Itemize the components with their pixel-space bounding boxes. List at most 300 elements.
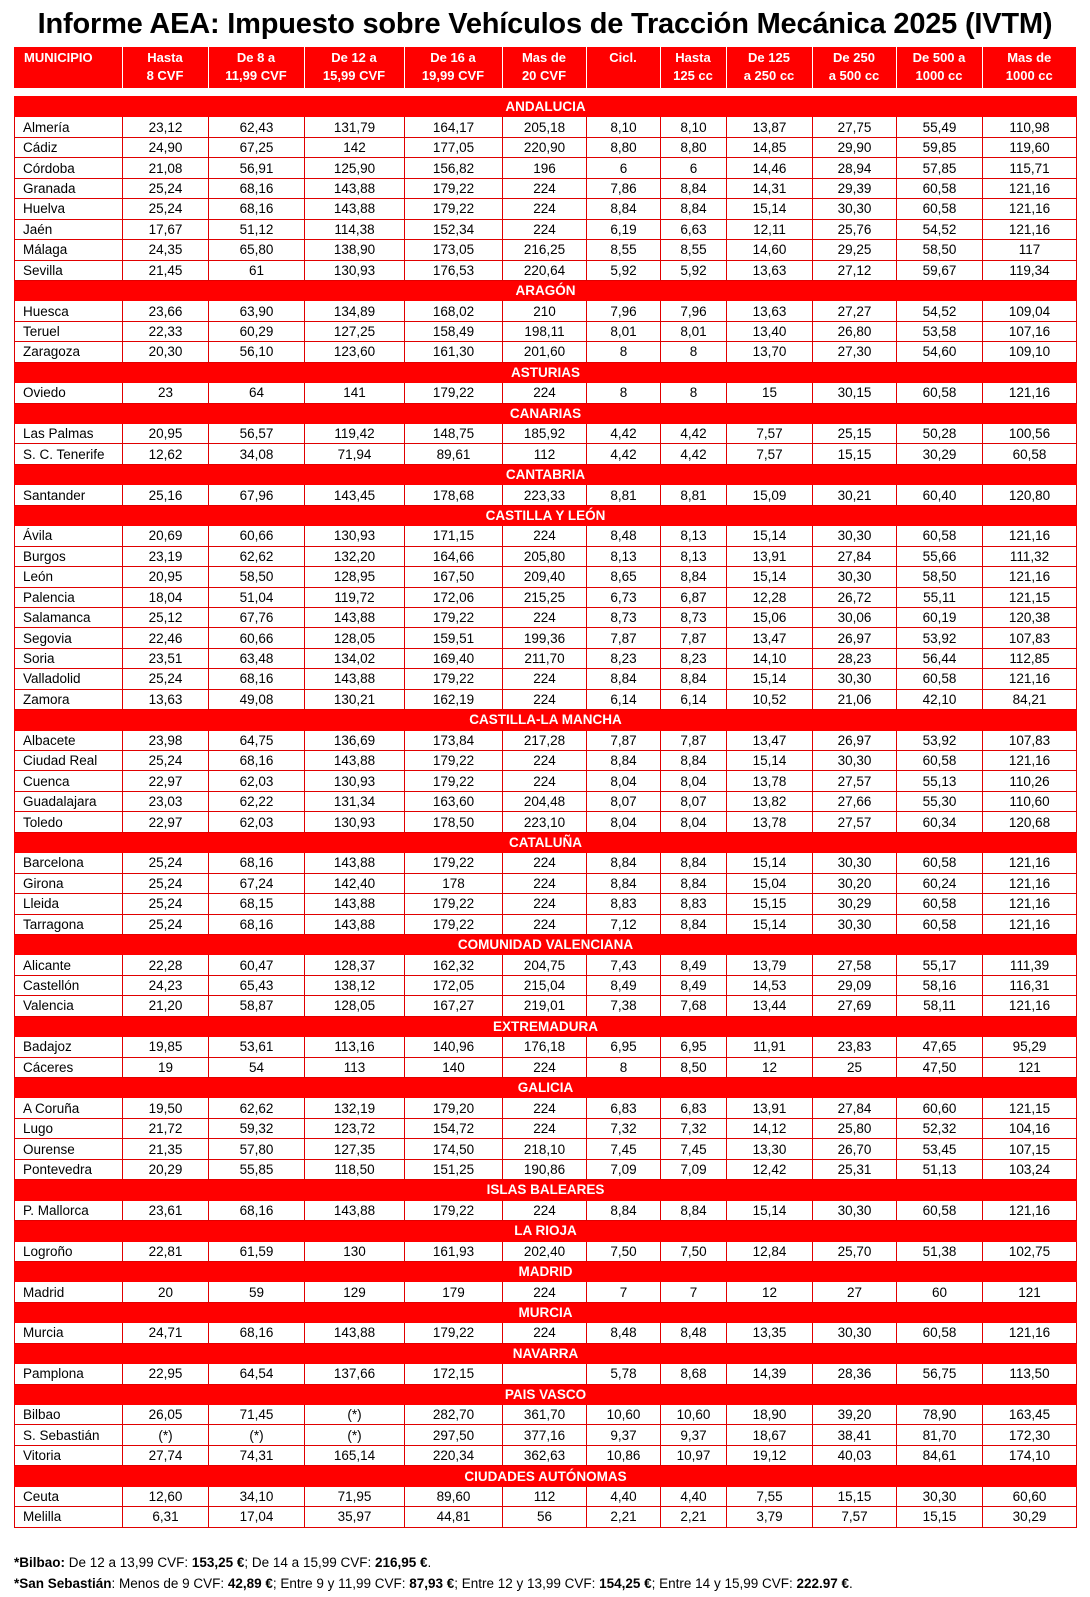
- tax-value-cell: 62,43: [209, 117, 305, 137]
- tax-value-cell: 15,14: [727, 669, 813, 689]
- tax-value-cell: 164,17: [405, 117, 503, 137]
- tax-value-cell: 224: [503, 1200, 587, 1220]
- tax-value-cell: 89,60: [405, 1486, 503, 1506]
- municipality-cell: Alicante: [15, 955, 123, 975]
- tax-value-cell: 8: [587, 1057, 661, 1077]
- tax-value-cell: 179: [405, 1282, 503, 1302]
- region-name: CATALUÑA: [15, 832, 1077, 852]
- tax-value-cell: 60,60: [983, 1486, 1077, 1506]
- tax-value-cell: 10,52: [727, 689, 813, 709]
- table-row: [15, 975, 1077, 995]
- tax-value-cell: 13,30: [727, 1139, 813, 1159]
- tax-value-cell: 23,66: [123, 301, 209, 321]
- tax-value-cell: 130: [305, 1241, 405, 1261]
- tax-value-cell: 12,84: [727, 1241, 813, 1261]
- tax-value-cell: 8,83: [587, 894, 661, 914]
- tax-value-cell: 113,16: [305, 1037, 405, 1057]
- tax-value-cell: 8,04: [587, 812, 661, 832]
- municipality-cell: Palencia: [15, 587, 123, 607]
- table-row: [15, 955, 1077, 975]
- column-header-cell: [14, 47, 122, 88]
- municipality-cell: Logroño: [15, 1241, 123, 1261]
- tax-table: [14, 96, 1077, 1528]
- table-row: [15, 873, 1077, 893]
- tax-value-cell: 25,24: [123, 914, 209, 934]
- tax-value-cell: 50,28: [897, 424, 983, 444]
- region-row: [15, 1384, 1077, 1404]
- tax-value-cell: 130,93: [305, 526, 405, 546]
- tax-table-body: [15, 97, 1077, 1528]
- tax-value-cell: 109,10: [983, 342, 1077, 362]
- tax-value-cell: 114,38: [305, 219, 405, 239]
- tax-value-cell: 112: [503, 444, 587, 464]
- tax-value-cell: 111,39: [983, 955, 1077, 975]
- table-row: [15, 342, 1077, 362]
- tax-value-cell: 81,70: [897, 1425, 983, 1445]
- tax-value-cell: 113: [305, 1057, 405, 1077]
- tax-value-cell: 18,67: [727, 1425, 813, 1445]
- tax-value-cell: 120,68: [983, 812, 1077, 832]
- municipality-cell: A Coruña: [15, 1098, 123, 1118]
- tax-value-cell: 21,35: [123, 1139, 209, 1159]
- column-header-line: 8 CVF: [146, 68, 184, 83]
- column-header-cell: [812, 47, 896, 88]
- tax-value-cell: 22,95: [123, 1364, 209, 1384]
- tax-value-cell: 8,84: [587, 1200, 661, 1220]
- tax-value-cell: 19,50: [123, 1098, 209, 1118]
- region-row: [15, 280, 1077, 300]
- tax-value-cell: 179,22: [405, 669, 503, 689]
- municipality-cell: Zamora: [15, 689, 123, 709]
- tax-value-cell: 65,43: [209, 975, 305, 995]
- table-row: [15, 771, 1077, 791]
- tax-value-cell: 138,90: [305, 240, 405, 260]
- tax-value-cell: 223,10: [503, 812, 587, 832]
- tax-value-cell: 34,08: [209, 444, 305, 464]
- tax-value-cell: 17,67: [123, 219, 209, 239]
- tax-value-cell: 30,30: [813, 853, 897, 873]
- tax-value-cell: 224: [503, 853, 587, 873]
- tax-value-cell: 25,70: [813, 1241, 897, 1261]
- tax-value-cell: 199,36: [503, 628, 587, 648]
- tax-value-cell: 7,57: [813, 1507, 897, 1527]
- table-row: [15, 1118, 1077, 1138]
- tax-value-cell: 174,10: [983, 1445, 1077, 1465]
- municipality-cell: Cádiz: [15, 137, 123, 157]
- tax-value-cell: 224: [503, 178, 587, 198]
- tax-value-cell: 143,45: [305, 485, 405, 505]
- tax-value-cell: 297,50: [405, 1425, 503, 1445]
- tax-value-cell: 54,52: [897, 219, 983, 239]
- tax-value-cell: 129: [305, 1282, 405, 1302]
- tax-value-cell: 8,49: [661, 975, 727, 995]
- tax-value-cell: 113,50: [983, 1364, 1077, 1384]
- tax-value-cell: 130,93: [305, 812, 405, 832]
- tax-value-cell: 119,34: [983, 260, 1077, 280]
- tax-value-cell: 62,03: [209, 812, 305, 832]
- tax-value-cell: 128,37: [305, 955, 405, 975]
- tax-value-cell: 54,60: [897, 342, 983, 362]
- tax-value-cell: 128,95: [305, 567, 405, 587]
- tax-value-cell: 30,29: [813, 894, 897, 914]
- tax-value-cell: 202,40: [503, 1241, 587, 1261]
- tax-value-cell: 121,16: [983, 853, 1077, 873]
- tax-value-cell: 15,15: [813, 444, 897, 464]
- municipality-cell: León: [15, 567, 123, 587]
- tax-value-cell: 25: [813, 1057, 897, 1077]
- tax-value-cell: 119,42: [305, 424, 405, 444]
- tax-value-cell: 20,95: [123, 567, 209, 587]
- tax-value-cell: 121,16: [983, 1323, 1077, 1343]
- tax-value-cell: 6,14: [661, 689, 727, 709]
- tax-value-cell: 179,22: [405, 894, 503, 914]
- tax-value-cell: 176,18: [503, 1037, 587, 1057]
- column-header-line: 1000 cc: [915, 68, 963, 83]
- column-header-cell: [982, 47, 1076, 88]
- tax-value-cell: 57,85: [897, 158, 983, 178]
- tax-value-cell: 23,98: [123, 730, 209, 750]
- tax-value-cell: 71,94: [305, 444, 405, 464]
- tax-value-cell: 25,24: [123, 178, 209, 198]
- municipality-cell: Pamplona: [15, 1364, 123, 1384]
- tax-value-cell: 216,25: [503, 240, 587, 260]
- tax-value-cell: 15,14: [727, 526, 813, 546]
- tax-value-cell: 59,85: [897, 137, 983, 157]
- tax-value-cell: 54: [209, 1057, 305, 1077]
- tax-value-cell: 13,78: [727, 812, 813, 832]
- tax-value-cell: 15,15: [897, 1507, 983, 1527]
- tax-value-cell: 8,83: [661, 894, 727, 914]
- tax-value-cell: 143,88: [305, 1323, 405, 1343]
- tax-value-cell: 8: [661, 342, 727, 362]
- tax-value-cell: 59,67: [897, 260, 983, 280]
- tax-value-cell: 60,58: [897, 853, 983, 873]
- tax-value-cell: (*): [305, 1405, 405, 1425]
- tax-value-cell: 6,63: [661, 219, 727, 239]
- tax-value-cell: 51,12: [209, 219, 305, 239]
- municipality-cell: Burgos: [15, 546, 123, 566]
- table-row: [15, 587, 1077, 607]
- tax-value-cell: 131,34: [305, 791, 405, 811]
- table-row: [15, 567, 1077, 587]
- column-header-line: De 500 a: [912, 50, 966, 65]
- tax-value-cell: 12: [727, 1057, 813, 1077]
- tax-value-cell: 60,47: [209, 955, 305, 975]
- tax-value-cell: 179,22: [405, 178, 503, 198]
- tax-value-cell: 132,19: [305, 1098, 405, 1118]
- tax-value-cell: 68,16: [209, 751, 305, 771]
- tax-value-cell: 60,24: [897, 873, 983, 893]
- tax-value-cell: 7,45: [661, 1139, 727, 1159]
- region-row: [15, 505, 1077, 525]
- tax-value-cell: 27,58: [813, 955, 897, 975]
- tax-value-cell: 171,15: [405, 526, 503, 546]
- tax-value-cell: 60,34: [897, 812, 983, 832]
- tax-value-cell: 15,14: [727, 751, 813, 771]
- tax-value-cell: 121,16: [983, 526, 1077, 546]
- tax-value-cell: 60,66: [209, 628, 305, 648]
- tax-value-cell: 4,40: [587, 1486, 661, 1506]
- tax-value-cell: 224: [503, 1323, 587, 1343]
- region-name: CASTILLA Y LEÓN: [15, 505, 1077, 525]
- tax-value-cell: 10,60: [661, 1405, 727, 1425]
- tax-value-cell: 219,01: [503, 996, 587, 1016]
- municipality-cell: Albacete: [15, 730, 123, 750]
- tax-value-cell: 121,15: [983, 587, 1077, 607]
- tax-value-cell: 178,50: [405, 812, 503, 832]
- tax-value-cell: 107,15: [983, 1139, 1077, 1159]
- column-header-line: 19,99 CVF: [421, 68, 485, 83]
- tax-value-cell: 47,65: [897, 1037, 983, 1057]
- tax-value-cell: 163,45: [983, 1405, 1077, 1425]
- tax-value-cell: 8,84: [661, 199, 727, 219]
- tax-value-cell: 123,60: [305, 342, 405, 362]
- tax-value-cell: 53,58: [897, 321, 983, 341]
- tax-value-cell: 63,48: [209, 648, 305, 668]
- tax-value-cell: 25,31: [813, 1159, 897, 1179]
- tax-value-cell: 220,34: [405, 1445, 503, 1465]
- tax-value-cell: 18,90: [727, 1405, 813, 1425]
- tax-value-cell: 13,47: [727, 730, 813, 750]
- table-row: [15, 1200, 1077, 1220]
- tax-value-cell: 143,88: [305, 894, 405, 914]
- tax-value-cell: 178: [405, 873, 503, 893]
- tax-value-cell: 173,84: [405, 730, 503, 750]
- tax-value-cell: 7,43: [587, 955, 661, 975]
- tax-value-cell: 7: [661, 1282, 727, 1302]
- column-header-cell: [660, 47, 726, 88]
- tax-value-cell: 27: [813, 1282, 897, 1302]
- tax-value-cell: 21,45: [123, 260, 209, 280]
- tax-value-cell: 5,92: [587, 260, 661, 280]
- tax-value-cell: 25,15: [813, 424, 897, 444]
- tax-value-cell: 62,62: [209, 1098, 305, 1118]
- tax-value-cell: 5,92: [661, 260, 727, 280]
- tax-value-cell: 172,30: [983, 1425, 1077, 1445]
- municipality-cell: Vitoria: [15, 1445, 123, 1465]
- tax-value-cell: 14,53: [727, 975, 813, 995]
- tax-value-cell: (*): [123, 1425, 209, 1445]
- tax-value-cell: 25,24: [123, 873, 209, 893]
- tax-value-cell: 59,32: [209, 1118, 305, 1138]
- tax-value-cell: 102,75: [983, 1241, 1077, 1261]
- tax-value-cell: 47,50: [897, 1057, 983, 1077]
- tax-value-cell: 220,64: [503, 260, 587, 280]
- tax-value-cell: 56,10: [209, 342, 305, 362]
- tax-value-cell: 61: [209, 260, 305, 280]
- tax-value-cell: 27,69: [813, 996, 897, 1016]
- tax-value-cell: 60,60: [897, 1098, 983, 1118]
- tax-value-cell: 8,13: [661, 526, 727, 546]
- tax-value-cell: 8,01: [587, 321, 661, 341]
- tax-value-cell: 14,12: [727, 1118, 813, 1138]
- tax-value-cell: 224: [503, 914, 587, 934]
- tax-value-cell: 7: [587, 1282, 661, 1302]
- municipality-cell: Pontevedra: [15, 1159, 123, 1179]
- tax-value-cell: 56,75: [897, 1364, 983, 1384]
- tax-value-cell: 7,09: [587, 1159, 661, 1179]
- table-row: [15, 628, 1077, 648]
- tax-value-cell: 179,22: [405, 1200, 503, 1220]
- tax-value-cell: 30,15: [813, 383, 897, 403]
- tax-value-cell: 361,70: [503, 1405, 587, 1425]
- tax-value-cell: 112: [503, 1486, 587, 1506]
- tax-value-cell: 174,50: [405, 1139, 503, 1159]
- tax-value-cell: 8,13: [587, 546, 661, 566]
- tax-value-cell: 68,16: [209, 199, 305, 219]
- column-header-line: De 16 a: [430, 50, 476, 65]
- tax-value-cell: 71,45: [209, 1405, 305, 1425]
- table-row: [15, 791, 1077, 811]
- tax-value-cell: 121,15: [983, 1098, 1077, 1118]
- tax-value-cell: 210: [503, 301, 587, 321]
- tax-value-cell: 205,18: [503, 117, 587, 137]
- column-header-line: 20 CVF: [521, 68, 567, 83]
- tax-value-cell: 58,87: [209, 996, 305, 1016]
- tax-value-cell: 28,36: [813, 1364, 897, 1384]
- table-row: [15, 1445, 1077, 1465]
- region-row: [15, 1261, 1077, 1281]
- region-row: [15, 1221, 1077, 1241]
- tax-value-cell: 7,87: [587, 628, 661, 648]
- tax-value-cell: 60,66: [209, 526, 305, 546]
- column-header-line: De 12 a: [331, 50, 377, 65]
- tax-value-cell: 60,19: [897, 607, 983, 627]
- tax-value-cell: 7,96: [661, 301, 727, 321]
- tax-value-cell: 22,97: [123, 812, 209, 832]
- tax-value-cell: 224: [503, 607, 587, 627]
- tax-value-cell: 60,58: [897, 199, 983, 219]
- tax-value-cell: 27,12: [813, 260, 897, 280]
- tax-value-cell: 8,84: [587, 751, 661, 771]
- tax-value-cell: 27,27: [813, 301, 897, 321]
- region-row: [15, 464, 1077, 484]
- tax-value-cell: 25,24: [123, 751, 209, 771]
- tax-value-cell: 3,79: [727, 1507, 813, 1527]
- tax-value-cell: 56: [503, 1507, 587, 1527]
- tax-value-cell: 115,71: [983, 158, 1077, 178]
- tax-value-cell: 143,88: [305, 607, 405, 627]
- tax-value-cell: 179,22: [405, 607, 503, 627]
- tax-value-cell: 8,84: [661, 914, 727, 934]
- table-row: [15, 424, 1077, 444]
- tax-value-cell: 6,95: [661, 1037, 727, 1057]
- tax-value-cell: 8,84: [587, 199, 661, 219]
- tax-value-cell: 215,04: [503, 975, 587, 995]
- tax-value-cell: 13,35: [727, 1323, 813, 1343]
- tax-value-cell: 169,40: [405, 648, 503, 668]
- tax-value-cell: 23,51: [123, 648, 209, 668]
- tax-value-cell: 15,14: [727, 567, 813, 587]
- column-header-line: 11,99 CVF: [225, 68, 287, 83]
- table-row: [15, 1425, 1077, 1445]
- footnotes: [14, 1552, 1084, 1594]
- table-row: [15, 1098, 1077, 1118]
- tax-value-cell: 215,25: [503, 587, 587, 607]
- tax-value-cell: 121,16: [983, 751, 1077, 771]
- report-title: Informe AEA: Impuesto sobre Vehículos de Tracción Mecánica 2025 (IVTM): [37, 8, 1053, 40]
- tax-value-cell: 8,23: [587, 648, 661, 668]
- tax-value-cell: 362,63: [503, 1445, 587, 1465]
- tax-value-cell: 107,83: [983, 730, 1077, 750]
- tax-value-cell: 204,48: [503, 791, 587, 811]
- tax-value-cell: 60,29: [209, 321, 305, 341]
- tax-value-cell: 22,33: [123, 321, 209, 341]
- column-header-line: De 125: [748, 50, 790, 65]
- region-row: [15, 1078, 1077, 1098]
- tax-value-cell: 121,16: [983, 383, 1077, 403]
- tax-value-cell: 21,72: [123, 1118, 209, 1138]
- tax-value-cell: 2,21: [661, 1507, 727, 1527]
- table-row: [15, 485, 1077, 505]
- tax-value-cell: 224: [503, 894, 587, 914]
- column-header-row: [14, 47, 1076, 88]
- municipality-cell: Segovia: [15, 628, 123, 648]
- region-name: COMUNIDAD VALENCIANA: [15, 934, 1077, 954]
- tax-value-cell: 121,16: [983, 567, 1077, 587]
- tax-value-cell: 224: [503, 383, 587, 403]
- municipality-cell: Santander: [15, 485, 123, 505]
- tax-value-cell: 116,31: [983, 975, 1077, 995]
- tax-value-cell: 60,58: [897, 526, 983, 546]
- municipality-cell: Teruel: [15, 321, 123, 341]
- table-row: [15, 853, 1077, 873]
- tax-value-cell: 136,69: [305, 730, 405, 750]
- tax-value-cell: 12,42: [727, 1159, 813, 1179]
- region-name: MURCIA: [15, 1302, 1077, 1322]
- tax-value-cell: 6,19: [587, 219, 661, 239]
- tax-value-cell: 23,03: [123, 791, 209, 811]
- tax-value-cell: 27,74: [123, 1445, 209, 1465]
- tax-value-cell: 127,25: [305, 321, 405, 341]
- tax-value-cell: 26,05: [123, 1405, 209, 1425]
- tax-value-cell: 121,16: [983, 219, 1077, 239]
- tax-value-cell: 2,21: [587, 1507, 661, 1527]
- tax-value-cell: 51,13: [897, 1159, 983, 1179]
- tax-value-cell: 68,16: [209, 1200, 305, 1220]
- tax-value-cell: 7,32: [587, 1118, 661, 1138]
- municipality-cell: Lugo: [15, 1118, 123, 1138]
- tax-value-cell: 377,16: [503, 1425, 587, 1445]
- tax-value-cell: 13,40: [727, 321, 813, 341]
- tax-value-cell: 8,48: [661, 1323, 727, 1343]
- table-row: [15, 1364, 1077, 1384]
- tax-value-cell: 68,16: [209, 853, 305, 873]
- tax-value-cell: 68,16: [209, 1323, 305, 1343]
- tax-value-cell: 196: [503, 158, 587, 178]
- column-header-line: Hasta: [675, 50, 711, 65]
- tax-value-cell: 7,96: [587, 301, 661, 321]
- tax-value-cell: 60,58: [897, 1200, 983, 1220]
- tax-value-cell: 15,09: [727, 485, 813, 505]
- tax-value-cell: 10,60: [587, 1405, 661, 1425]
- tax-value-cell: 14,39: [727, 1364, 813, 1384]
- tax-value-cell: 134,89: [305, 301, 405, 321]
- tax-value-cell: 8,84: [661, 178, 727, 198]
- region-row: [15, 1180, 1077, 1200]
- tax-value-cell: 168,02: [405, 301, 503, 321]
- region-row: [15, 1016, 1077, 1036]
- tax-value-cell: 224: [503, 669, 587, 689]
- municipality-cell: Las Palmas: [15, 424, 123, 444]
- column-header-line: MUNICIPIO: [24, 50, 93, 65]
- tax-value-cell: 21,08: [123, 158, 209, 178]
- tax-value-cell: 185,92: [503, 424, 587, 444]
- tax-value-cell: 9,37: [661, 1425, 727, 1445]
- tax-value-cell: 51,38: [897, 1241, 983, 1261]
- municipality-cell: Toledo: [15, 812, 123, 832]
- tax-value-cell: 56,44: [897, 648, 983, 668]
